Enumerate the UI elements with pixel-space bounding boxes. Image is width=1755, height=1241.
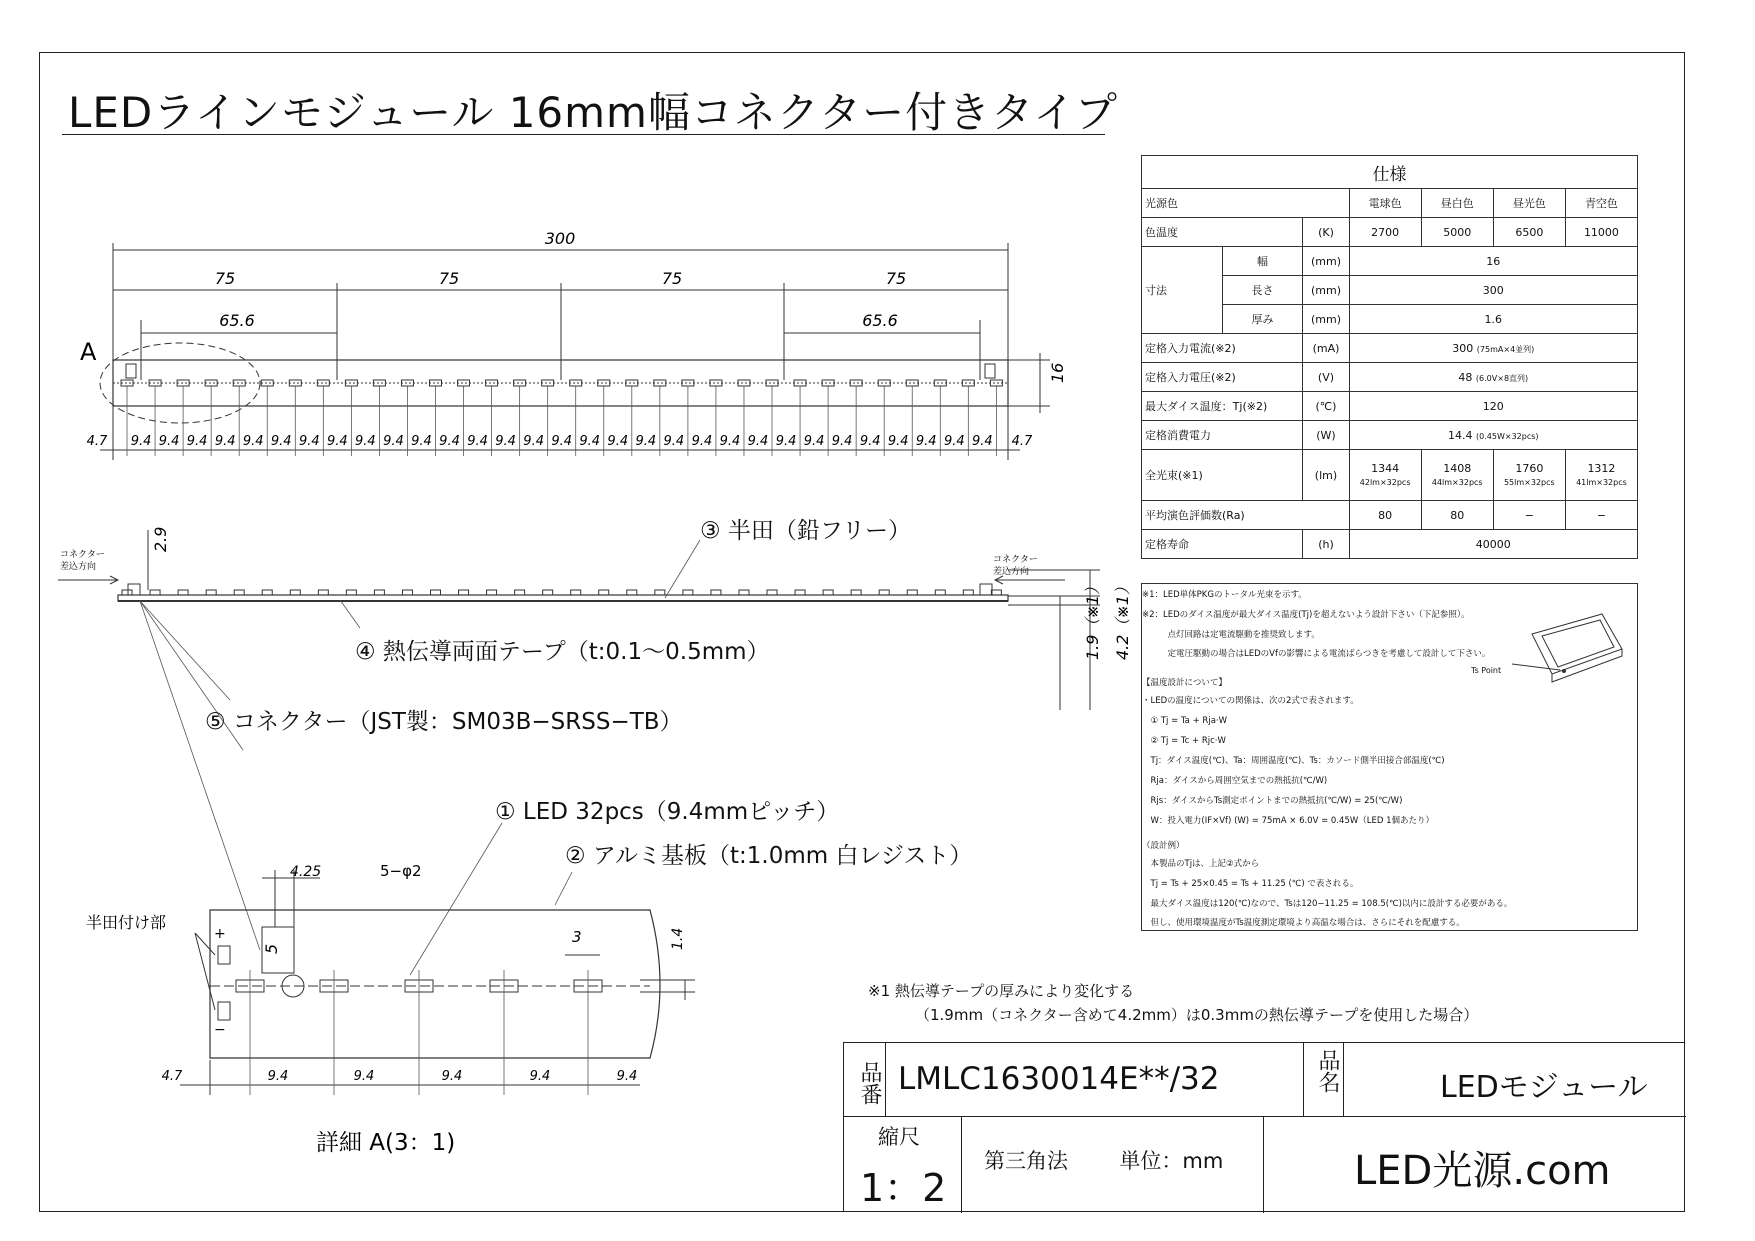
spec-current-note: (75mA×4並列) xyxy=(1476,344,1535,354)
led-chip xyxy=(598,380,610,386)
spec-power-label: 定格消費電力 xyxy=(1142,421,1303,450)
led-chip xyxy=(654,380,666,386)
spec-color-temp-3: 6500 xyxy=(1493,218,1565,247)
footnote-line-1: ※1 熱伝導テープの厚みにより変化する xyxy=(868,982,1135,1000)
part-no: LMLC1630014E**/32 xyxy=(886,1043,1304,1117)
brand: LED光源.com xyxy=(1354,1148,1611,1194)
spec-light-color-label: 光源色 xyxy=(1142,189,1350,218)
connector-dir-left-1: コネクター xyxy=(60,550,105,560)
side-led xyxy=(571,590,581,595)
led-chip xyxy=(710,380,722,386)
dim-quarter-4: 75 xyxy=(885,269,907,288)
spec-dim-width-unit: (mm) xyxy=(1303,247,1349,276)
pitch-label: 9.4 xyxy=(887,434,909,449)
spec-flux-label: 全光束(※1) xyxy=(1142,450,1303,501)
callout-thermal-tape: ④ 熱伝導両面テープ（t:0.1〜0.5mm） xyxy=(355,639,770,665)
led-chip xyxy=(486,380,498,386)
connector-right xyxy=(985,364,995,378)
spec-voltage-value: 48 xyxy=(1458,370,1473,384)
side-led xyxy=(907,590,917,595)
connector-left xyxy=(126,364,136,378)
spec-color-temp-unit: (K) xyxy=(1303,218,1349,247)
led-chip xyxy=(794,380,806,386)
detail-pitch-label: 4.7 xyxy=(161,1069,183,1084)
note-line: ② Tj = Tc + Rjc·W xyxy=(1142,736,1226,746)
side-led xyxy=(879,590,889,595)
note-line: Rja：ダイスから周囲空気までの熱抵抗(℃/W) xyxy=(1142,776,1328,786)
pitch-label: 9.4 xyxy=(158,434,180,449)
spec-flux-3: 1760 xyxy=(1515,462,1544,475)
callout-connector: ⑤ コネクター（JST製：SM03B−SRSS−TB） xyxy=(205,709,683,735)
pitch-label: 4.7 xyxy=(86,434,108,449)
led-chip xyxy=(822,380,834,386)
led-chip xyxy=(850,380,862,386)
detail-marker: A xyxy=(80,338,97,366)
spec-voltage-note: (6.0V×8直列) xyxy=(1475,373,1529,383)
dim-thickness-1: 1.9（※1） xyxy=(1083,578,1102,660)
dim-overall: 300 xyxy=(544,229,576,248)
spec-cri-label: 平均演色評価数(Ra) xyxy=(1142,501,1350,530)
led-chip xyxy=(934,380,946,386)
connector-dir-right-1: コネクター xyxy=(993,555,1038,565)
spec-dim-thick-unit: (mm) xyxy=(1303,305,1349,334)
detail-dim-1-4: 1.4 xyxy=(670,927,686,950)
spec-power-unit: (W) xyxy=(1303,421,1349,450)
pitch-label: 9.4 xyxy=(439,434,460,449)
spec-light-color-3: 昼光色 xyxy=(1493,189,1565,218)
product-name: LEDモジュール xyxy=(1344,1043,1686,1117)
projection: 第三角法 xyxy=(984,1149,1068,1173)
led-chip xyxy=(317,380,329,386)
led-chip xyxy=(289,380,301,386)
pitch-label: 9.4 xyxy=(327,434,348,449)
side-led xyxy=(262,590,272,595)
footnote-line-2: （1.9mm（コネクター含めて4.2mm）は0.3mmの熱伝導テープを使用した場合） xyxy=(915,1006,1479,1024)
detail-holes: 5−φ2 xyxy=(380,862,422,880)
callout-led: ① LED 32pcs（9.4mmピッチ） xyxy=(495,799,840,825)
pitch-label: 9.4 xyxy=(971,434,993,449)
spec-color-temp-1: 2700 xyxy=(1349,218,1421,247)
scale-value: 1：2 xyxy=(860,1166,947,1210)
spec-color-temp-4: 11000 xyxy=(1565,218,1637,247)
side-led xyxy=(627,590,637,595)
spec-life-unit: (h) xyxy=(1303,530,1349,559)
detail-pitch-label: 9.4 xyxy=(353,1069,375,1084)
side-led xyxy=(711,590,721,595)
side-led xyxy=(739,590,749,595)
led-chip xyxy=(401,380,413,386)
note-line: ① Tj = Ta + Rja·W xyxy=(1142,716,1228,726)
detail-caption: 詳細 A(3：1) xyxy=(316,1130,456,1156)
side-led xyxy=(234,590,244,595)
detail-pitch-label: 9.4 xyxy=(267,1069,289,1084)
title-block xyxy=(843,1042,1685,1212)
side-led xyxy=(543,590,553,595)
ts-point-label: Ts Point xyxy=(1471,666,1502,675)
spec-flux-note-3: 55lm×32pcs xyxy=(1503,478,1555,487)
spec-color-temp-2: 5000 xyxy=(1421,218,1493,247)
pitch-label: 9.4 xyxy=(270,434,292,449)
spec-die-temp-label: 最大ダイス温度：Tj(※2) xyxy=(1142,392,1303,421)
spec-current-label: 定格入力電流(※2) xyxy=(1142,334,1303,363)
side-led xyxy=(795,590,805,595)
pitch-label: 9.4 xyxy=(242,434,264,449)
side-led xyxy=(459,590,469,595)
pitch-label: 9.4 xyxy=(298,434,320,449)
side-led xyxy=(823,590,833,595)
spec-voltage-unit: (V) xyxy=(1303,363,1349,392)
pitch-label: 9.4 xyxy=(495,434,516,449)
side-led xyxy=(683,590,693,595)
led-chip xyxy=(962,380,974,386)
spec-flux-note-2: 44lm×32pcs xyxy=(1431,478,1483,487)
spec-cri-4: − xyxy=(1565,501,1637,530)
scale-cell xyxy=(844,1117,962,1213)
connector-dir-left-2: 差込方向 xyxy=(60,562,97,572)
led-chip xyxy=(878,380,890,386)
note-line: 但し、使用環境温度がTs温度測定環境より高温な場合は、さらにそれを配慮する。 xyxy=(1142,918,1465,928)
pitch-label: 9.4 xyxy=(915,434,937,449)
spec-flux-2: 1408 xyxy=(1443,462,1472,475)
unit: 単位：mm xyxy=(1119,1149,1224,1173)
side-led xyxy=(178,590,188,595)
spec-power-note: (0.45W×32pcs) xyxy=(1476,431,1539,441)
spec-heading: 仕様 xyxy=(1142,156,1638,189)
detail-dim-5: 5 xyxy=(262,943,281,954)
dim-connector-height: 2.9 xyxy=(151,526,170,552)
dim-inner-left: 65.6 xyxy=(219,311,255,330)
callout-solder: ③ 半田（鉛フリー） xyxy=(700,518,912,544)
spec-dim-length-label: 長さ xyxy=(1222,276,1303,305)
spec-dim-length-value: 300 xyxy=(1349,276,1637,305)
spec-dim-thick-value: 1.6 xyxy=(1349,305,1637,334)
spec-color-temp-label: 色温度 xyxy=(1142,218,1303,247)
pitch-label: 9.4 xyxy=(467,434,488,449)
dim-width: 16 xyxy=(1048,362,1067,383)
pitch-label: 9.4 xyxy=(691,434,713,449)
side-led xyxy=(346,590,356,595)
spec-cri-3: − xyxy=(1493,501,1565,530)
product-name-label: 品名 xyxy=(1304,1043,1344,1117)
side-led xyxy=(963,590,973,595)
detail-minus: − xyxy=(214,1022,226,1038)
led-chip xyxy=(766,380,778,386)
pitch-label: 9.4 xyxy=(551,434,573,449)
spec-cri-2: 80 xyxy=(1421,501,1493,530)
led-chip xyxy=(429,380,441,386)
pitch-label: 9.4 xyxy=(831,434,853,449)
pitch-label: 9.4 xyxy=(411,434,432,449)
spec-dim-width-value: 16 xyxy=(1349,247,1637,276)
ts-point-sketch xyxy=(1472,604,1632,694)
pitch-label: 9.4 xyxy=(803,434,825,449)
spec-dim-thick-label: 厚み xyxy=(1222,305,1303,334)
dim-quarter-2: 75 xyxy=(438,269,460,288)
spec-voltage-label: 定格入力電圧(※2) xyxy=(1142,363,1303,392)
spec-life-value: 40000 xyxy=(1349,530,1637,559)
side-led xyxy=(655,590,665,595)
spec-flux-unit: (lm) xyxy=(1303,450,1349,501)
note-line: Tj = Ts + 25×0.45 = Ts + 11.25 (℃) で表される。 xyxy=(1142,879,1359,889)
side-led xyxy=(290,590,300,595)
note-line: 最大ダイス温度は120(℃)なので、Tsは120−11.25 = 108.5(℃)以内に設計する必要がある。 xyxy=(1142,899,1513,909)
note-line: 【温度設計について】 xyxy=(1142,678,1227,688)
pitch-label: 9.4 xyxy=(579,434,601,449)
side-led xyxy=(122,590,132,595)
pitch-label: 9.4 xyxy=(719,434,741,449)
callout-aluminum: ② アルミ基板（t:1.0mm 白レジスト） xyxy=(565,843,973,869)
pitch-label: 9.4 xyxy=(859,434,881,449)
detail-plus: + xyxy=(214,926,226,942)
spec-die-temp-value: 120 xyxy=(1349,392,1637,421)
pitch-label: 4.7 xyxy=(1011,434,1033,449)
led-chip xyxy=(906,380,918,386)
detail-pitch-label: 9.4 xyxy=(441,1069,463,1084)
side-led xyxy=(935,590,945,595)
pitch-label: 9.4 xyxy=(775,434,797,449)
pitch-label: 9.4 xyxy=(383,434,404,449)
spec-light-color-4: 青空色 xyxy=(1565,189,1637,218)
note-line: 点灯回路は定電流駆動を推奨致します。 xyxy=(1142,630,1320,640)
spec-flux-note-1: 42lm×32pcs xyxy=(1359,478,1411,487)
spec-power-value: 14.4 xyxy=(1448,428,1473,442)
led-chip xyxy=(626,380,638,386)
pitch-label: 9.4 xyxy=(747,434,769,449)
pitch-label: 9.4 xyxy=(607,434,629,449)
note-line: ※1：LED単体PKGのトータル光束を示す。 xyxy=(1142,590,1307,600)
note-line: Tj：ダイス温度(℃)、Ta：周囲温度(℃)、Ts：カソード側半田接合部温度(℃) xyxy=(1142,756,1445,766)
spec-flux-note-4: 41lm×32pcs xyxy=(1576,478,1627,487)
led-chip xyxy=(514,380,526,386)
dim-inner-right: 65.6 xyxy=(862,311,898,330)
note-line: Rjs：ダイスからTs測定ポイントまでの熱抵抗(℃/W) = 25(℃/W) xyxy=(1142,796,1403,806)
side-led xyxy=(402,590,412,595)
spec-table xyxy=(1141,155,1638,559)
side-led xyxy=(430,590,440,595)
spec-current-unit: (mA) xyxy=(1303,334,1349,363)
spec-flux-1: 1344 xyxy=(1371,462,1400,475)
side-led xyxy=(374,590,384,595)
note-line: ※2：LEDのダイス温度が最大ダイス温度(Tj)を超えないよう設計下さい（下記参照）。 xyxy=(1142,610,1470,620)
note-line: W：投入電力(IF×Vf) (W) = 75mA × 6.0V = 0.45W（LED 1個あたり） xyxy=(1142,816,1435,826)
note-line: 定電圧駆動の場合はLEDのVfの影響による電流ばらつきを考慮して設計して下さい。 xyxy=(1142,649,1491,659)
part-no-label: 品番 xyxy=(844,1043,886,1117)
spec-notes xyxy=(1141,583,1638,931)
note-line: 本製品のTjは、上記②式から xyxy=(1142,859,1260,869)
detail-pitch-label: 9.4 xyxy=(616,1069,638,1084)
led-chip xyxy=(458,380,470,386)
spec-flux-4: 1312 xyxy=(1587,462,1616,475)
spec-current-value: 300 xyxy=(1452,341,1474,355)
side-led xyxy=(851,590,861,595)
led-chip xyxy=(990,380,1002,386)
connector-dir-right-2: 差込方向 xyxy=(993,567,1030,577)
led-chip xyxy=(261,380,273,386)
spec-die-temp-unit: (℃) xyxy=(1303,392,1349,421)
scale-label: 縮尺 xyxy=(878,1125,920,1149)
detail-pitch-label: 9.4 xyxy=(529,1069,551,1084)
pitch-label: 9.4 xyxy=(214,434,236,449)
spec-life-label: 定格寿命 xyxy=(1142,530,1303,559)
note-line: （設計例） xyxy=(1142,841,1185,851)
dim-quarter-1: 75 xyxy=(214,269,236,288)
led-chip xyxy=(373,380,385,386)
pitch-label: 9.4 xyxy=(663,434,685,449)
side-led xyxy=(767,590,777,595)
side-led xyxy=(206,590,216,595)
led-chip xyxy=(542,380,554,386)
side-led xyxy=(487,590,497,595)
side-led xyxy=(318,590,328,595)
detail-dim-3: 3 xyxy=(572,928,582,946)
note-line: ・LEDの温度についての関係は、次の2式で表されます。 xyxy=(1142,696,1359,706)
spec-dim-label: 寸法 xyxy=(1142,247,1223,334)
spec-light-color-1: 電球色 xyxy=(1349,189,1421,218)
spec-cri-1: 80 xyxy=(1349,501,1421,530)
spec-light-color-2: 昼白色 xyxy=(1421,189,1493,218)
pitch-label: 9.4 xyxy=(186,434,208,449)
led-chip xyxy=(682,380,694,386)
pitch-label: 9.4 xyxy=(523,434,544,449)
solder-label: 半田付け部 xyxy=(86,913,167,932)
pitch-label: 9.4 xyxy=(943,434,965,449)
side-led xyxy=(515,590,525,595)
led-chip xyxy=(738,380,750,386)
dim-quarter-3: 75 xyxy=(661,269,683,288)
detail-dim-4-25: 4.25 xyxy=(290,864,322,880)
led-chip xyxy=(345,380,357,386)
pitch-label: 9.4 xyxy=(130,434,152,449)
pitch-label: 9.4 xyxy=(355,434,376,449)
side-led xyxy=(991,590,1001,595)
side-led xyxy=(599,590,609,595)
spec-dim-length-unit: (mm) xyxy=(1303,276,1349,305)
dim-thickness-2: 4.2（※1） xyxy=(1113,578,1132,660)
pitch-label: 9.4 xyxy=(635,434,657,449)
drawing-title: LEDラインモジュール 16mm幅コネクター付きタイプ xyxy=(68,88,1119,137)
spec-dim-width-label: 幅 xyxy=(1222,247,1303,276)
led-chip xyxy=(570,380,582,386)
side-led xyxy=(150,590,160,595)
